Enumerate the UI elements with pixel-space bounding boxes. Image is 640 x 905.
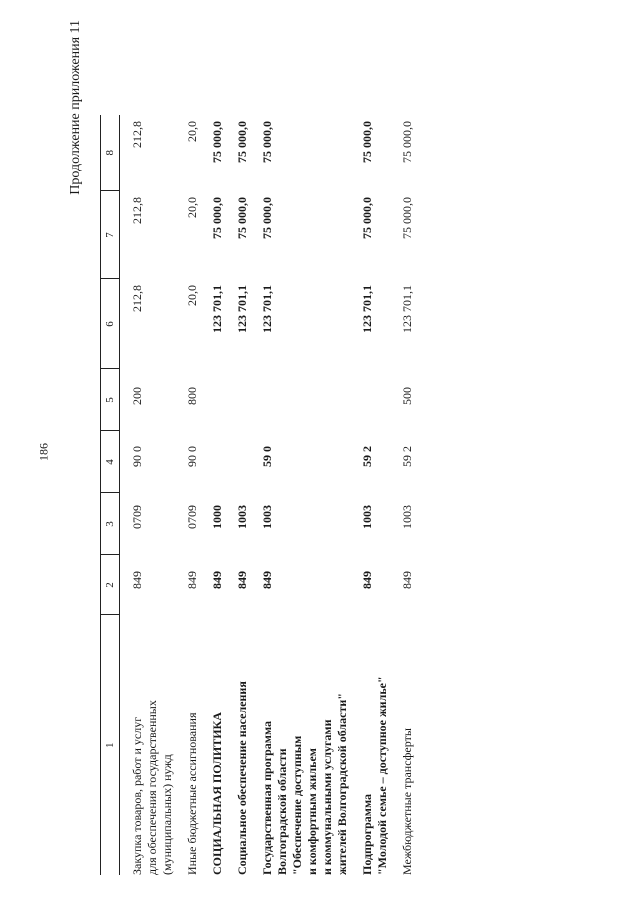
cell-admin-code: 849	[130, 571, 144, 589]
cell-expense-type: 500	[400, 387, 414, 405]
cell-section-code: 1003	[235, 505, 249, 529]
cell-admin-code: 849	[260, 571, 274, 589]
cell-amount-3: 75 000,0	[235, 121, 249, 163]
cell-program-code: 90 0	[185, 446, 199, 467]
row-name: Социальное обеспечение населения	[235, 681, 249, 875]
row-name: Закупка товаров, работ и услуг для обеспечения государственных (муниципальных) нужд	[130, 700, 174, 875]
cell-amount-1: 123 701,1	[210, 285, 224, 333]
cell-program-code: 59 0	[260, 446, 274, 467]
cell-amount-1: 123 701,1	[260, 285, 274, 333]
cell-amount-2: 75 000,0	[210, 197, 224, 239]
cell-program-code: 59 2	[400, 446, 414, 467]
column-header-1: 1	[101, 615, 120, 875]
cell-amount-2: 75 000,0	[260, 197, 274, 239]
cell-expense-type	[250, 369, 350, 431]
row-name: Государственная программа Волгоградской области "Обеспечение доступным и комфортным жильем и коммунальными услугами жителей Волгоградской области"	[260, 693, 349, 875]
cell-section-code: 1003	[360, 505, 374, 529]
column-header-3: 3	[101, 493, 120, 555]
cell-amount-1: 123 701,1	[235, 285, 249, 333]
column-header-6: 6	[101, 279, 120, 369]
table-row	[200, 115, 225, 875]
cell-admin-code: 849	[185, 571, 199, 589]
page-number: 186	[36, 443, 51, 461]
cell-program-code	[200, 431, 225, 493]
row-name: Межбюджетные трансферты	[400, 728, 414, 875]
cell-section-code: 1003	[260, 505, 274, 529]
cell-admin-code: 849	[235, 571, 249, 589]
row-name: Подпрограмма "Молодой семье – доступное жилье"	[360, 676, 389, 875]
cell-expense-type	[200, 369, 225, 431]
cell-amount-3: 75 000,0	[260, 121, 274, 163]
cell-amount-2: 75 000,0	[235, 197, 249, 239]
cell-amount-3: 75 000,0	[360, 121, 374, 163]
table-row	[390, 115, 415, 875]
cell-program-code: 59 2	[360, 446, 374, 467]
cell-section-code: 0709	[130, 505, 144, 529]
column-header-4: 4	[101, 431, 120, 493]
cell-amount-1: 123 701,1	[400, 285, 414, 333]
cell-section-code: 1000	[210, 505, 224, 529]
row-name: СОЦИАЛЬНАЯ ПОЛИТИКА	[210, 712, 224, 875]
budget-table	[100, 115, 415, 875]
cell-amount-3: 75 000,0	[400, 121, 414, 163]
cell-section-code: 1003	[400, 505, 414, 529]
column-header-7: 7	[101, 191, 120, 279]
cell-expense-type: 200	[130, 387, 144, 405]
cell-section-code: 0709	[185, 505, 199, 529]
cell-admin-code: 849	[210, 571, 224, 589]
cell-amount-1: 20,0	[185, 285, 199, 306]
column-header-2: 2	[101, 555, 120, 615]
cell-admin-code: 849	[400, 571, 414, 589]
table-header-row	[101, 115, 120, 875]
table-row	[120, 115, 176, 875]
cell-program-code	[225, 431, 250, 493]
column-header-8: 8	[101, 115, 120, 191]
cell-amount-2: 75 000,0	[400, 197, 414, 239]
cell-expense-type	[225, 369, 250, 431]
cell-expense-type: 800	[185, 387, 199, 405]
cell-amount-2: 212,8	[130, 197, 144, 224]
cell-amount-1: 123 701,1	[360, 285, 374, 333]
cell-expense-type	[350, 369, 390, 431]
row-name: Иные бюджетные ассигнования	[185, 712, 199, 875]
column-header-5: 5	[101, 369, 120, 431]
cell-amount-3: 20,0	[185, 121, 199, 142]
table-row	[225, 115, 250, 875]
cell-amount-3: 212,8	[130, 121, 144, 148]
table-row	[175, 115, 200, 875]
table-row	[350, 115, 390, 875]
cell-amount-2: 20,0	[185, 197, 199, 218]
cell-amount-3: 75 000,0	[210, 121, 224, 163]
appendix-continuation-note: Продолжение приложения 11	[68, 20, 83, 195]
cell-amount-1: 212,8	[130, 285, 144, 312]
cell-admin-code: 849	[360, 571, 374, 589]
cell-program-code: 90 0	[130, 446, 144, 467]
table-row	[250, 115, 350, 875]
cell-amount-2: 75 000,0	[360, 197, 374, 239]
